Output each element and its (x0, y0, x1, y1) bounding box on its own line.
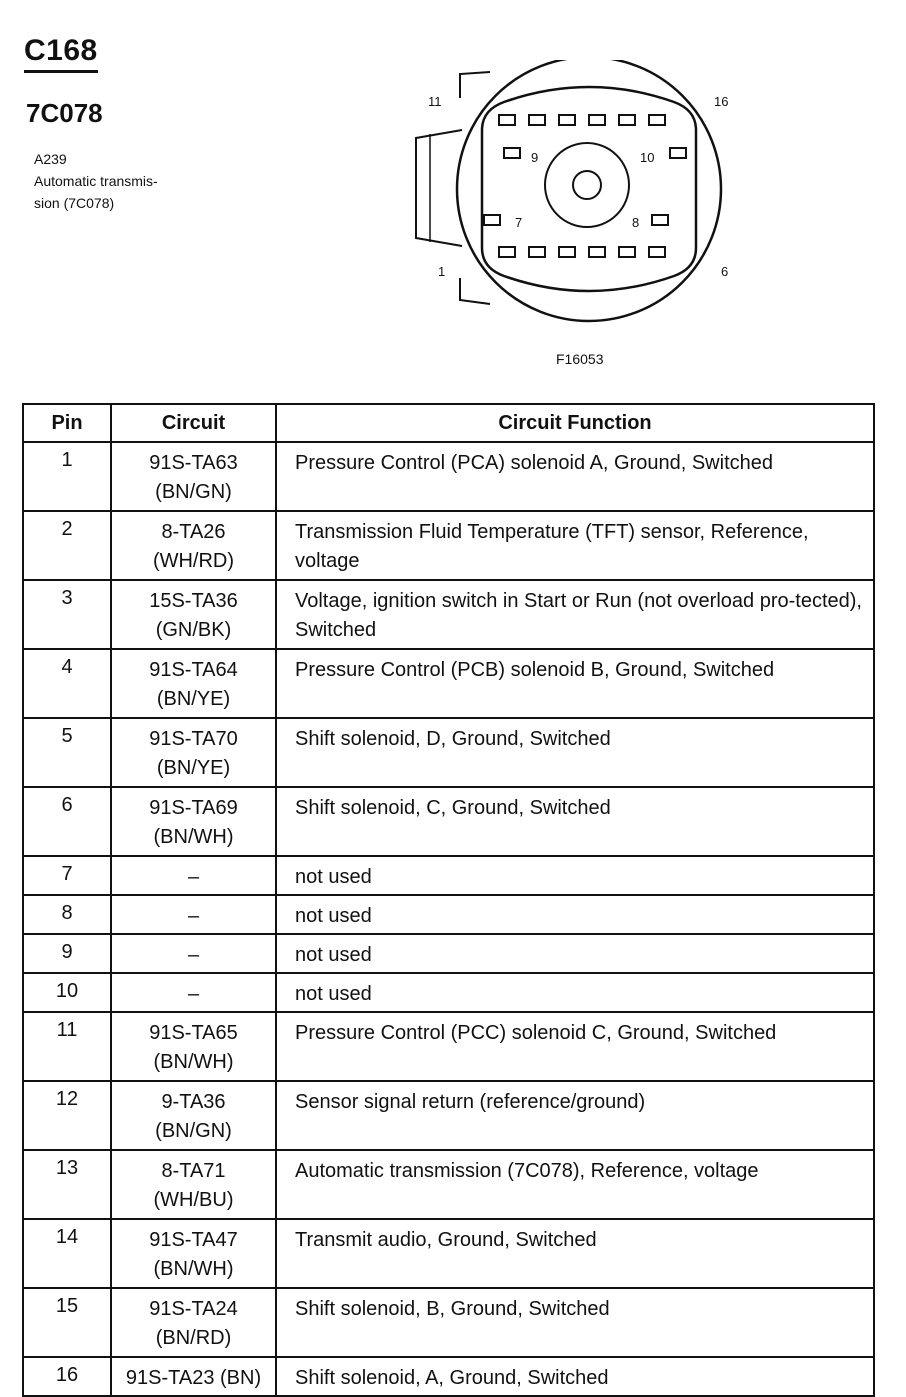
terminal-11 (499, 115, 515, 125)
pin-number: 15 (23, 1288, 111, 1357)
terminal-3 (559, 247, 575, 257)
terminal-10 (670, 148, 686, 158)
table-row (23, 580, 874, 649)
terminal-1 (499, 247, 515, 257)
wire-color: (WH/RD) (152, 550, 235, 572)
table-row (23, 895, 874, 934)
pin-number: 13 (23, 1150, 111, 1219)
table-row (23, 973, 874, 1012)
pin-label-16: 16 (714, 94, 729, 109)
pin-number: 1 (23, 442, 111, 511)
circuit-cell (111, 1012, 276, 1081)
terminal-15 (619, 115, 635, 125)
pin-label-10: 10 (640, 150, 655, 165)
table-row (23, 1357, 874, 1396)
circuit-function: not used (276, 934, 874, 973)
table-row (23, 1150, 874, 1219)
circuit-function: Shift solenoid, D, Ground, Switched (276, 718, 874, 787)
circuit-function: Voltage, ignition switch in Start or Run (not overload pro-tected), Switched (276, 580, 874, 649)
circuit-cell (111, 934, 276, 973)
circuit-id: 8-TA71 (161, 1160, 226, 1182)
circuit-cell (111, 1219, 276, 1288)
circuit-function: Pressure Control (PCC) solenoid C, Ground, Switched (276, 1012, 874, 1081)
terminal-6 (649, 247, 665, 257)
circuit-function: not used (276, 856, 874, 895)
pin-label-6: 6 (721, 264, 729, 279)
terminal-14 (589, 115, 605, 125)
circuit-cell (111, 1357, 276, 1396)
table-header-row (23, 404, 874, 442)
connector-description (34, 148, 204, 214)
circuit-id: 9-TA36 (161, 1091, 226, 1113)
part-number: 7C078 (26, 98, 103, 128)
wire-color: (BN/GN) (155, 481, 232, 503)
circuit-cell (111, 442, 276, 511)
pin-number: 7 (23, 856, 111, 895)
circuit-id: – (187, 944, 200, 966)
wire-color: (BN/WH) (153, 1258, 234, 1280)
pin-label-1: 1 (438, 264, 446, 279)
pin-number: 8 (23, 895, 111, 934)
connector-id: C168 (24, 34, 98, 73)
circuit-id: 91S-TA63 (149, 452, 238, 474)
circuit-cell (111, 973, 276, 1012)
circuit-function: not used (276, 895, 874, 934)
wire-color: (BN/RD) (155, 1327, 232, 1349)
connector-body-outer (457, 60, 721, 321)
circuit-cell (111, 856, 276, 895)
terminal-9 (504, 148, 520, 158)
circuit-cell (111, 895, 276, 934)
circuit-cell (111, 718, 276, 787)
description-line: Automatic transmis- (34, 173, 158, 189)
terminal-8 (652, 215, 668, 225)
pin-number: 3 (23, 580, 111, 649)
circuit-id: 91S-TA70 (149, 728, 238, 750)
pin-number: 6 (23, 787, 111, 856)
pin-label-8: 8 (632, 215, 640, 230)
circuit-cell (111, 1288, 276, 1357)
pin-label-9: 9 (531, 150, 539, 165)
pin-number: 16 (23, 1357, 111, 1396)
connector-latch (416, 130, 462, 246)
circuit-function: Shift solenoid, B, Ground, Switched (276, 1288, 874, 1357)
pin-label-7: 7 (515, 215, 523, 230)
circuit-id: 91S-TA65 (149, 1022, 238, 1044)
circuit-id: 91S-TA23 (BN) (125, 1367, 262, 1389)
table-row (23, 1288, 874, 1357)
circuit-cell (111, 580, 276, 649)
pin-number: 4 (23, 649, 111, 718)
circuit-function: Shift solenoid, A, Ground, Switched (276, 1357, 874, 1396)
circuit-id: – (187, 983, 200, 1005)
terminal-16 (649, 115, 665, 125)
pin-number: 11 (23, 1012, 111, 1081)
terminal-12 (529, 115, 545, 125)
circuit-function: Sensor signal return (reference/ground) (276, 1081, 874, 1150)
pinout-table (22, 403, 875, 1397)
wire-color: (BN/WH) (153, 1051, 234, 1073)
pin-number: 10 (23, 973, 111, 1012)
circuit-cell (111, 1150, 276, 1219)
circuit-cell (111, 511, 276, 580)
circuit-function: Automatic transmission (7C078), Reference, voltage (276, 1150, 874, 1219)
circuit-id: 91S-TA69 (149, 797, 238, 819)
header-circuit-function: Circuit Function (276, 404, 874, 442)
circuit-cell (111, 787, 276, 856)
circuit-function: Pressure Control (PCB) solenoid B, Ground, Switched (276, 649, 874, 718)
wire-color: (BN/GN) (155, 1120, 232, 1142)
circuit-function: Pressure Control (PCA) solenoid A, Ground, Switched (276, 442, 874, 511)
pin-number: 12 (23, 1081, 111, 1150)
circuit-id: 91S-TA47 (149, 1229, 238, 1251)
table-row (23, 934, 874, 973)
circuit-function: Shift solenoid, C, Ground, Switched (276, 787, 874, 856)
wire-color: (BN/YE) (156, 757, 231, 779)
center-post-outer (545, 143, 629, 227)
circuit-id: – (187, 905, 200, 927)
description-line: A239 (34, 151, 67, 167)
terminal-5 (619, 247, 635, 257)
circuit-cell (111, 649, 276, 718)
connector-ear-bottom (460, 278, 490, 304)
wire-color: (WH/BU) (153, 1189, 234, 1211)
circuit-cell (111, 1081, 276, 1150)
table-row (23, 1081, 874, 1150)
circuit-id: 8-TA26 (161, 521, 226, 543)
circuit-function: not used (276, 973, 874, 1012)
pin-number: 14 (23, 1219, 111, 1288)
connector-face-diagram (400, 60, 760, 340)
circuit-id: 15S-TA36 (149, 590, 238, 612)
connector-ear-top (460, 72, 490, 98)
table-row (23, 856, 874, 895)
table-row (23, 442, 874, 511)
table-row (23, 1219, 874, 1288)
circuit-function: Transmit audio, Ground, Switched (276, 1219, 874, 1288)
wire-color: (GN/BK) (155, 619, 232, 641)
terminal-4 (589, 247, 605, 257)
center-post-inner (573, 171, 601, 199)
header-circuit: Circuit (111, 404, 276, 442)
wire-color: (BN/YE) (156, 688, 231, 710)
pin-number: 9 (23, 934, 111, 973)
description-line: sion (7C078) (34, 195, 115, 211)
figure-id: F16053 (556, 351, 604, 367)
wire-color: (BN/WH) (153, 826, 234, 848)
circuit-id: 91S-TA64 (149, 659, 238, 681)
table-row (23, 1012, 874, 1081)
table-row (23, 787, 874, 856)
table-row (23, 718, 874, 787)
header-pin: Pin (23, 404, 111, 442)
circuit-function: Transmission Fluid Temperature (TFT) sensor, Reference, voltage (276, 511, 874, 580)
pin-label-11: 11 (428, 94, 442, 109)
terminal-2 (529, 247, 545, 257)
table-row (23, 511, 874, 580)
circuit-id: – (187, 866, 200, 888)
circuit-id: 91S-TA24 (149, 1298, 238, 1320)
terminal-7 (484, 215, 500, 225)
pin-number: 2 (23, 511, 111, 580)
table-row (23, 649, 874, 718)
pin-number: 5 (23, 718, 111, 787)
terminal-13 (559, 115, 575, 125)
